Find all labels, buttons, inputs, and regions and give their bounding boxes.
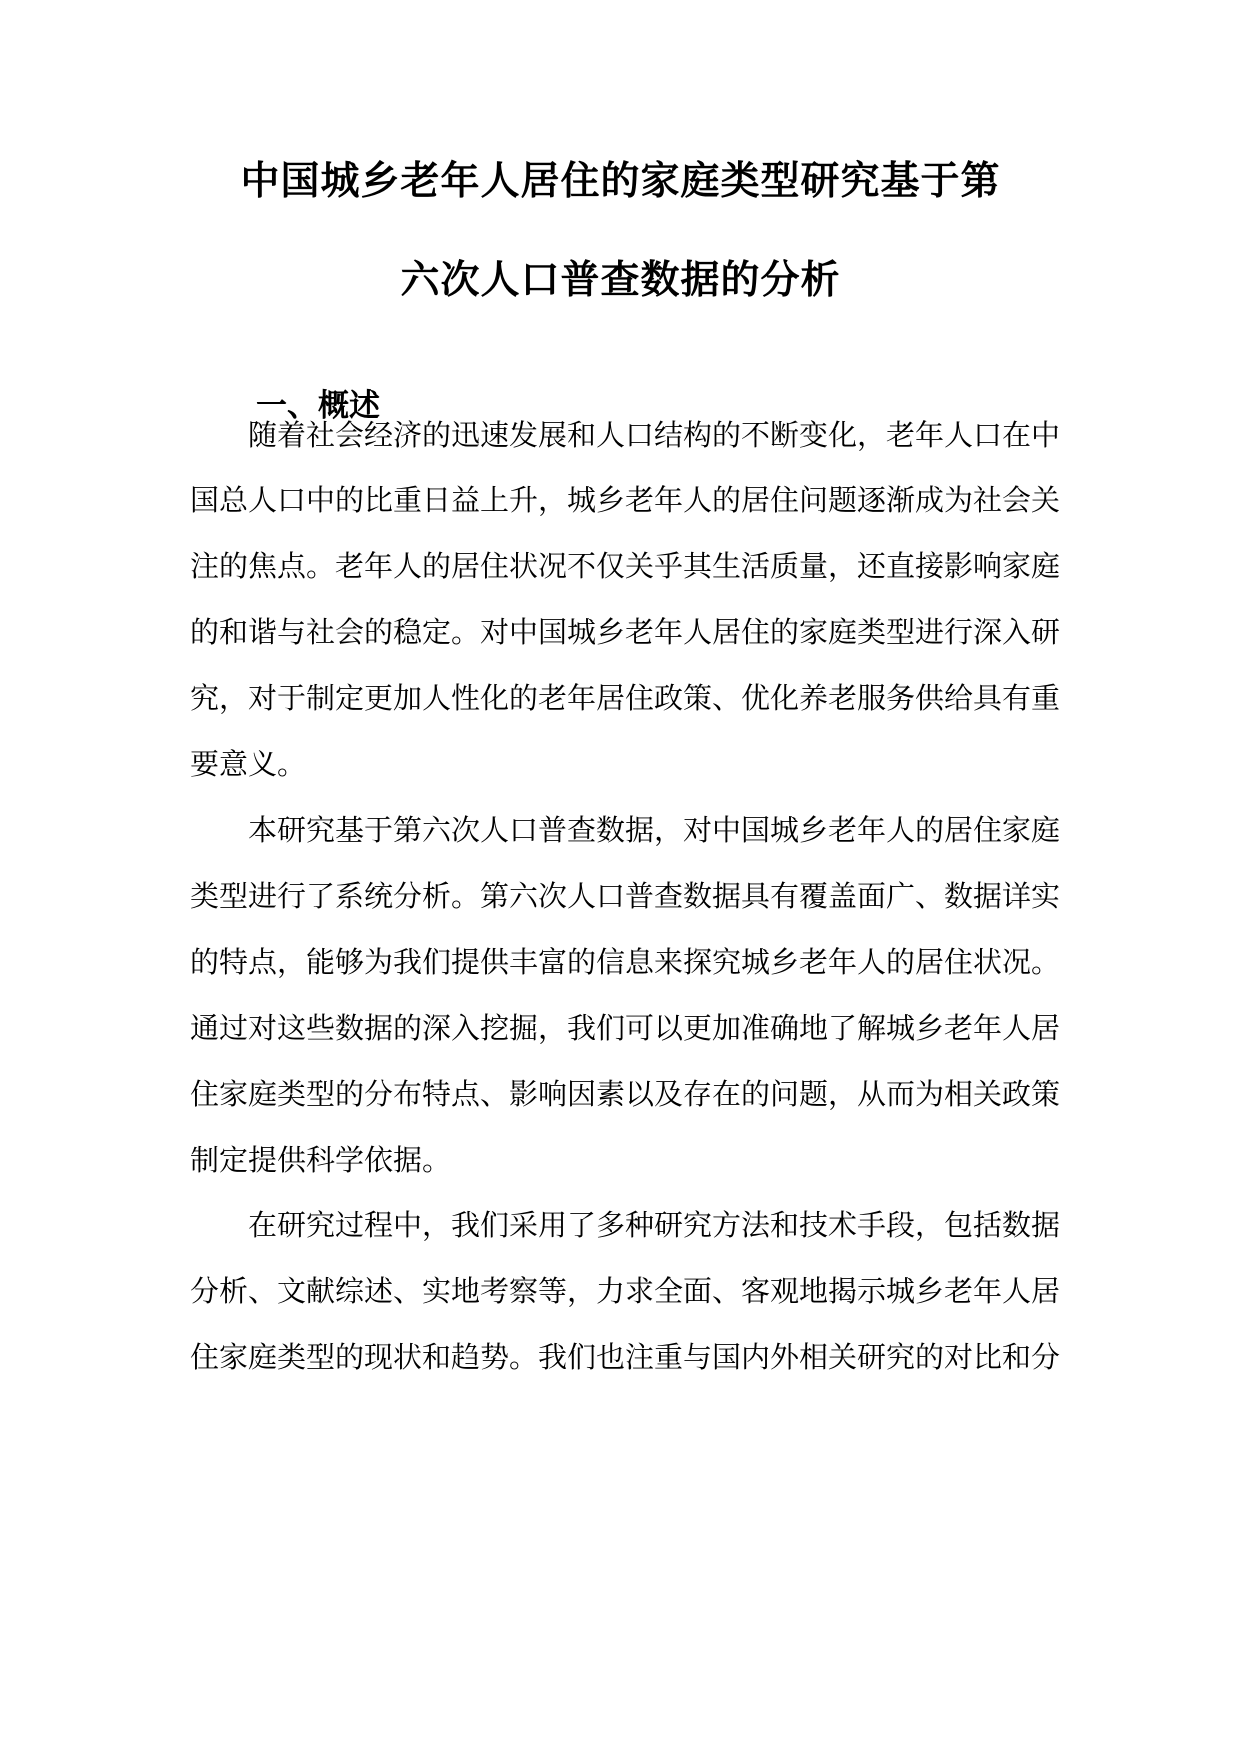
document-title-line-1: 中国城乡老年人居住的家庭类型研究基于第 — [240, 158, 1001, 204]
paragraph-line: 的特点，能够为我们提供丰富的信息来探究城乡老年人的居住状况。 — [190, 945, 1061, 979]
paragraph-line: 的和谐与社会的稳定。对中国城乡老年人居住的家庭类型进行深入研 — [190, 615, 1061, 649]
paragraph-line: 住家庭类型的分布特点、影响因素以及存在的问题，从而为相关政策 — [190, 1077, 1061, 1111]
paragraph-line: 究，对于制定更加人性化的老年居住政策、优化养老服务供给具有重 — [190, 681, 1061, 715]
paragraph-line: 国总人口中的比重日益上升，城乡老年人的居住问题逐渐成为社会关 — [190, 483, 1061, 517]
paragraph-line: 要意义。 — [190, 747, 307, 781]
paragraph-line: 注的焦点。老年人的居住状况不仅关乎其生活质量，还直接影响家庭 — [190, 549, 1061, 583]
paragraph-line: 通过对这些数据的深入挖掘，我们可以更加准确地了解城乡老年人居 — [190, 1011, 1061, 1045]
paragraph-line: 随着社会经济的迅速发展和人口结构的不断变化，老年人口在中 — [248, 418, 1061, 452]
paragraph-line: 住家庭类型的现状和趋势。我们也注重与国内外相关研究的对比和分 — [190, 1340, 1061, 1374]
paragraph-line: 本研究基于第六次人口普查数据，对中国城乡老年人的居住家庭 — [248, 813, 1061, 847]
paragraph-line: 分析、文献综述、实地考察等，力求全面、客观地揭示城乡老年人居 — [190, 1274, 1061, 1308]
paragraph-line: 制定提供科学依据。 — [190, 1143, 452, 1177]
section-heading: 一、概述 — [256, 388, 380, 424]
paragraph-line: 在研究过程中，我们采用了多种研究方法和技术手段，包括数据 — [248, 1208, 1061, 1242]
document-title-line-2: 六次人口普查数据的分析 — [400, 257, 841, 303]
paragraph-line: 类型进行了系统分析。第六次人口普查数据具有覆盖面广、数据详实 — [190, 879, 1061, 913]
